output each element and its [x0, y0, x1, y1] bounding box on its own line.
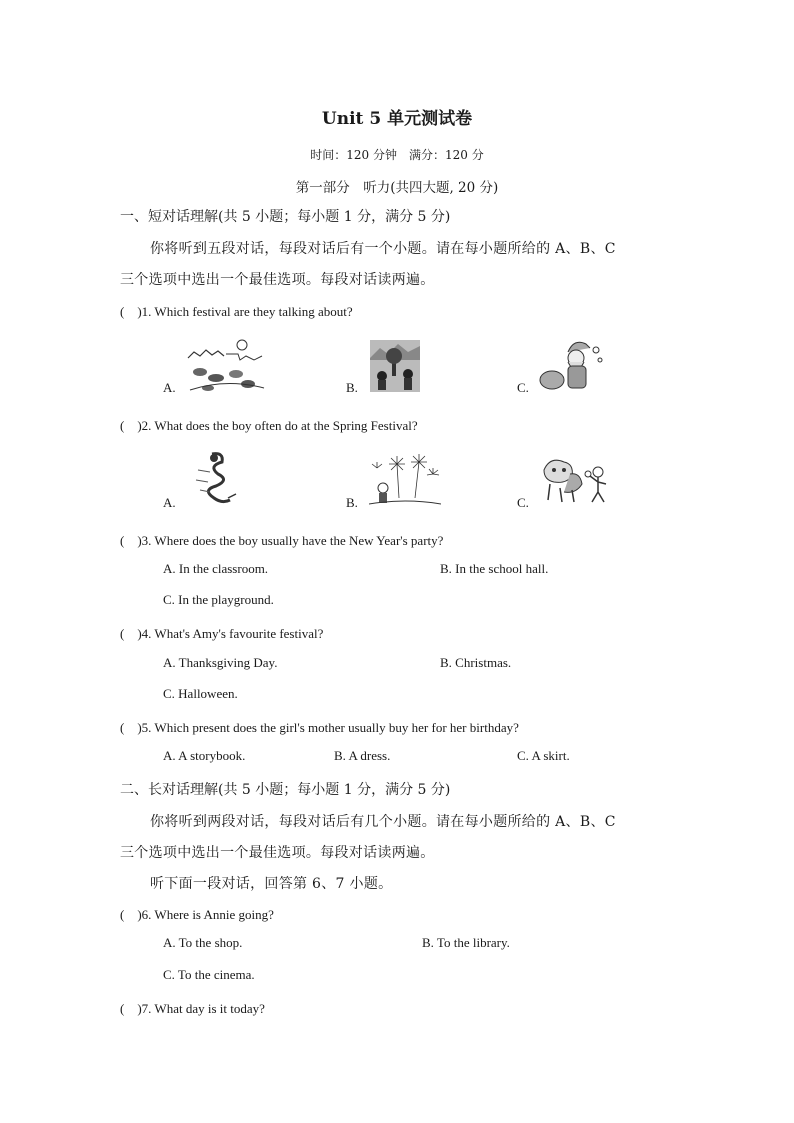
lion-dance-image [540, 454, 612, 508]
question-3: ( )3. Where does the boy usually have the New Year's party? [120, 533, 444, 548]
question-5: ( )5. Which present does the girl's mother usually buy her for her birthday? [120, 720, 519, 735]
q6-option-b: B. To the library. [422, 935, 510, 950]
q2-option-a-label: A. [163, 495, 176, 510]
question-6: ( )6. Where is Annie going? [120, 907, 274, 922]
question-1: ( )1. Which festival are they talking about? [120, 304, 353, 319]
question-7: ( )7. What day is it today? [120, 1001, 265, 1016]
page-title: Unit 5 单元测试卷 [321, 109, 473, 129]
section2-heading: 二、长对话理解(共 5 小题；每小题 1 分，满分 5 分) [120, 782, 451, 798]
q5-option-a: A. A storybook. [163, 748, 246, 763]
question-4: ( )4. What's Amy's favourite festival? [120, 626, 324, 641]
q3-option-b: B. In the school hall. [440, 561, 549, 576]
fireworks-image [369, 454, 441, 508]
q1-option-a-label: A. [163, 380, 176, 395]
section2-instruction-line3: 听下面一段对话，回答第 6、7 小题。 [150, 876, 393, 892]
section1-instruction-line1: 你将听到五段对话，每段对话后有一个小题。请在每小题所给的 A、B、C [150, 241, 616, 257]
q5-option-b: B. A dress. [334, 748, 391, 763]
q2-option-c-label: C. [517, 495, 529, 510]
part-heading: 第一部分 听力(共四大题, 20 分) [295, 180, 499, 196]
q1-option-c-label: C. [517, 380, 529, 395]
q4-option-c: C. Halloween. [163, 686, 238, 701]
q2-option-b-label: B. [346, 495, 358, 510]
section2-instruction-line2: 三个选项中选出一个最佳选项。每段对话读两遍。 [120, 845, 435, 861]
santa-claus-image [538, 338, 606, 394]
q4-option-b: B. Christmas. [440, 655, 512, 670]
q4-option-a: A. Thanksgiving Day. [163, 655, 278, 670]
q6-option-a: A. To the shop. [163, 935, 243, 950]
section2-instruction-line1: 你将听到两段对话，每段对话后有几个小题。请在每小题所给的 A、B、C [150, 814, 616, 830]
exam-meta: 时间：120 分钟 满分：120 分 [310, 148, 484, 162]
q6-option-c: C. To the cinema. [163, 967, 255, 982]
q3-option-a: A. In the classroom. [163, 561, 269, 576]
q3-option-c: C. In the playground. [163, 592, 274, 607]
dragon-dance-image [188, 450, 238, 508]
section1-instruction-line2: 三个选项中选出一个最佳选项。每段对话读两遍。 [120, 272, 435, 288]
tree-planting-image [370, 340, 420, 392]
q5-option-c: C. A skirt. [517, 748, 570, 763]
question-2: ( )2. What does the boy often do at the Spring Festival? [120, 418, 418, 433]
q1-option-b-label: B. [346, 380, 358, 395]
lantern-festival-image [186, 338, 266, 394]
section1-heading: 一、短对话理解(共 5 小题；每小题 1 分，满分 5 分) [120, 209, 451, 225]
